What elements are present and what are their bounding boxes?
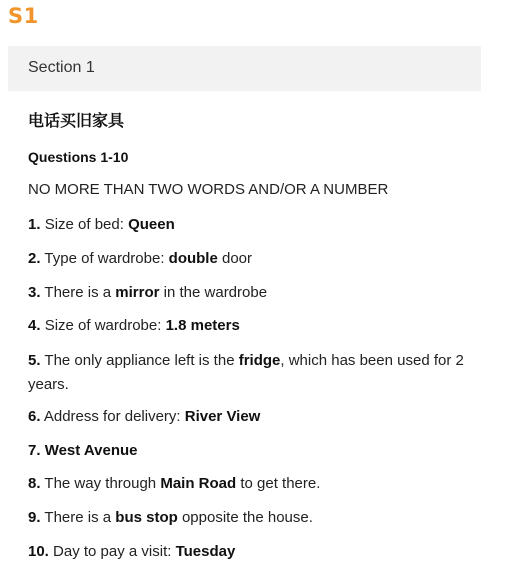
question-answer: West Avenue xyxy=(44,442,138,459)
question-item xyxy=(28,473,478,495)
question-text: Size of wardrobe: xyxy=(44,317,166,334)
question-text-after: door xyxy=(217,250,253,267)
question-number: 1. xyxy=(28,216,41,233)
page-heading: 电话买旧家具 xyxy=(28,111,125,130)
instruction-text: NO MORE THAN TWO WORDS AND/OR A NUMBER xyxy=(28,181,389,198)
question-text: There is a xyxy=(44,509,116,526)
question-text: The way through xyxy=(44,475,161,492)
question-number: 8. xyxy=(28,475,41,492)
question-text-after: opposite the house. xyxy=(177,509,313,526)
question-number: 5. xyxy=(28,352,41,369)
question-number: 3. xyxy=(28,284,41,301)
question-item xyxy=(28,541,478,563)
question-answer: Main Road xyxy=(160,475,237,492)
question-text-after: to get there. xyxy=(236,475,321,492)
question-item xyxy=(28,282,478,304)
question-number: 4. xyxy=(28,317,41,334)
question-item xyxy=(28,406,478,428)
question-text: Size of bed: xyxy=(44,216,129,233)
question-text: The only appliance left is the xyxy=(44,352,239,369)
question-text-after: , which has been used for 2 years. xyxy=(28,352,464,393)
question-answer: River View xyxy=(184,408,261,425)
question-item xyxy=(28,315,478,337)
question-text-after: in the wardrobe xyxy=(159,284,268,301)
question-number: 10. xyxy=(28,543,49,560)
section-header xyxy=(8,46,481,91)
question-text: Type of wardrobe: xyxy=(44,250,169,267)
question-number: 7. xyxy=(28,442,41,459)
question-text: Day to pay a visit: xyxy=(53,543,176,560)
question-number: 6. xyxy=(28,408,41,425)
question-answer: bus stop xyxy=(115,509,178,526)
question-answer: Queen xyxy=(128,216,175,233)
question-item xyxy=(28,214,478,236)
question-answer: 1.8 meters xyxy=(165,317,240,334)
question-answer: fridge xyxy=(238,352,281,369)
question-text: There is a xyxy=(44,284,116,301)
question-item xyxy=(28,349,478,397)
question-answer: Tuesday xyxy=(175,543,236,560)
section-badge: S1 xyxy=(8,4,39,28)
question-item xyxy=(28,248,478,270)
section-label: Section 1 xyxy=(28,59,95,76)
question-text: Address for delivery: xyxy=(43,408,185,425)
question-item xyxy=(28,440,478,462)
question-answer: mirror xyxy=(115,284,160,301)
question-answer: double xyxy=(168,250,218,267)
question-number: 9. xyxy=(28,509,41,526)
question-number: 2. xyxy=(28,250,41,267)
questions-title: Questions 1-10 xyxy=(28,149,129,165)
question-item xyxy=(28,507,478,529)
